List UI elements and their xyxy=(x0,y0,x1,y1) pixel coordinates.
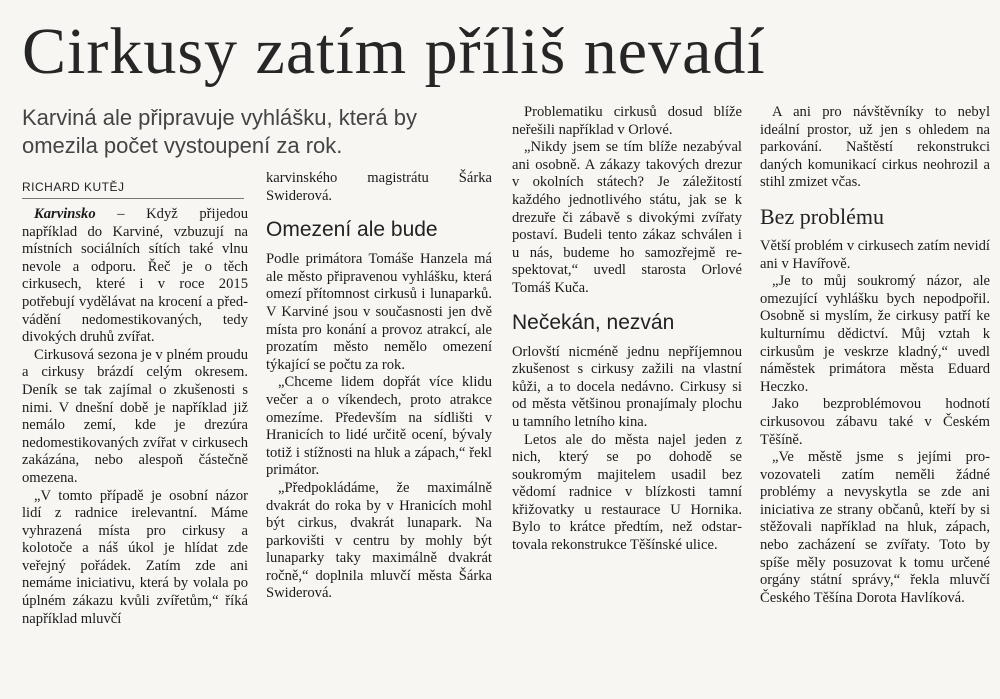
lead-text: – Když přijedou například do Karviné, vzbuzují na místních sociálních sítích také vlnu nevole a odporu. Řeč je o těch cirkusech, které i v roce 2015 potřebují vydělávat na krocení a předvádění nedomestikovaných, tedy divokých druhů zvířat. xyxy=(22,206,248,346)
paragraph: „V tomto případě je osobní názor lidí z radnice irelevantní. Máme vyhrazená místa pro cirkusy a kolotoče a náš úkol je hlídat zde veřejný pořádek. Zatím zde ani nemáme iniciativu, která by volala po úplném zákazu kvůli zvířetům,“ říká například mluvčí xyxy=(22,487,248,627)
paragraph: Orlovští nicméně jednu nepříjemnou zkušenost s cirkusy zažili na vlastní kůži, a to docela nedávno. Cirkusy si od města většinou pronajímaly plochu u tamního letního kina. xyxy=(512,343,742,430)
paragraph-lead xyxy=(22,206,248,347)
subheading-necekan: Nečekán, nezván xyxy=(512,310,675,334)
byline: RICHARD KUTĚJ xyxy=(22,180,125,194)
column-1 xyxy=(22,206,248,628)
paragraph: karvinského magistrátu Šárka Swiderová. xyxy=(266,170,492,204)
subheading-bez-problemu: Bez problému xyxy=(760,203,885,229)
column-4 xyxy=(760,104,990,607)
subheading-omezeni: Omezení ale bude xyxy=(266,218,438,242)
paragraph: Cirkusová sezona je v plném proudu a cirkusy brázdí celým okresem. Deník se tak zajímal o zkušenosti s nimi. V dnešní době je například již nemálo zemí, kde je drezúra nedomestikovaných zvířat v cirkusech zakázána, nebo alespoň částečně omezena. xyxy=(22,346,248,486)
paragraph: Jako bezproblémovou hodnotí cirkusovou zábavu také v Českém Těšíně. xyxy=(760,396,990,448)
paragraph: „Předpokládáme, že maximálně dvakrát do roka by v Hranicích mohl být cirkus, dvakrát lunapark. Na parkovišti v centru by mohly být lunaparky taky maximálně dvakrát ročně,“ doplnila mluvčí města Šárka Swiderová. xyxy=(266,479,492,602)
subtitle: Karviná ale připravuje vyhlášku, která by omezila počet vystoupení za rok. xyxy=(22,105,417,158)
paragraph: „Nikdy jsem se tím blíže nezabýval ani osobně. A zákazy takových drezur v okolních státech? Je záležitostí každého jednotlivého státu, jak se k drezuře či zábavě s divokými zvířaty postaví. Budeli tento zákaz schválen i u nás, budeme ho samozřejmě respektovat,“ uvedl starosta Orlové Tomáš Kuča. xyxy=(512,139,742,296)
column-3 xyxy=(512,104,742,555)
paragraph: Letos ale do města najel jeden z nich, který se po dohodě se soukromým majitelem usadil bez vědomí radnice v blízkosti tamní křižovatky u restaurace U Hornika. Bylo to krátce předtím, než odstartovala rekonstrukce Těšínské ulice. xyxy=(512,431,742,554)
paragraph: „Ve městě jsme s jejími provozovateli zatím neměli žádné problémy a nevyskytla se zde ani iniciativa ze strany občanů, kteří by si stěžovali například na hluk, zápach, nebo zacházení se zvířaty. Toto by spíše měly posuzovat k tomu určené orgány státní správy,“ řekla mluvčí Českého Těšína Dorota Havlíková. xyxy=(760,449,990,606)
headline: Cirkusy zatím příliš nevadí xyxy=(22,15,766,88)
column-2 xyxy=(266,170,492,603)
dateline: Karvinsko xyxy=(34,206,96,222)
paragraph: „Chceme lidem dopřát více klidu večer a o víkendech, proto atrakce omezíme. Především na sídlišti v Hranicích to lidé určitě ocení, bývaly totiž i stížnosti na hluk a zápach,“ řekl primátor. xyxy=(266,374,492,479)
byline-divider xyxy=(22,198,244,199)
paragraph: „Je to můj soukromý názor, ale omezující vyhlášku bych nepodpořil. Osobně si myslím, že cirkusy patří ke kulturnímu dědictví. Můj vztah k cirkusům je veskrze kladný,“ uvedl náměstek primátora města Eduard Heczko. xyxy=(760,273,990,395)
paragraph: Větší problém v cirkusech zatím nevidí ani v Havířově. xyxy=(760,237,990,272)
paragraph: Podle primátora Tomáše Hanzela má ale město připravenou vyhlášku, která omezí přítomnost cirkusů i lunaparků. V Karviné jsou v současnosti jen dvě místa pro konání a provoz atrakcí, ale prozatím město nemělo omezení týkající se počtu za rok. xyxy=(266,251,492,373)
paragraph: A ani pro návštěvníky to nebyl ideální prostor, už jen s ohledem na parkování. Naštěstí rekonstrukci daných komunikací cirkus neohrozil a stihl zmizet včas. xyxy=(760,104,990,191)
paragraph: Problematiku cirkusů dosud blíže neřešili například v Orlové. xyxy=(512,104,742,138)
